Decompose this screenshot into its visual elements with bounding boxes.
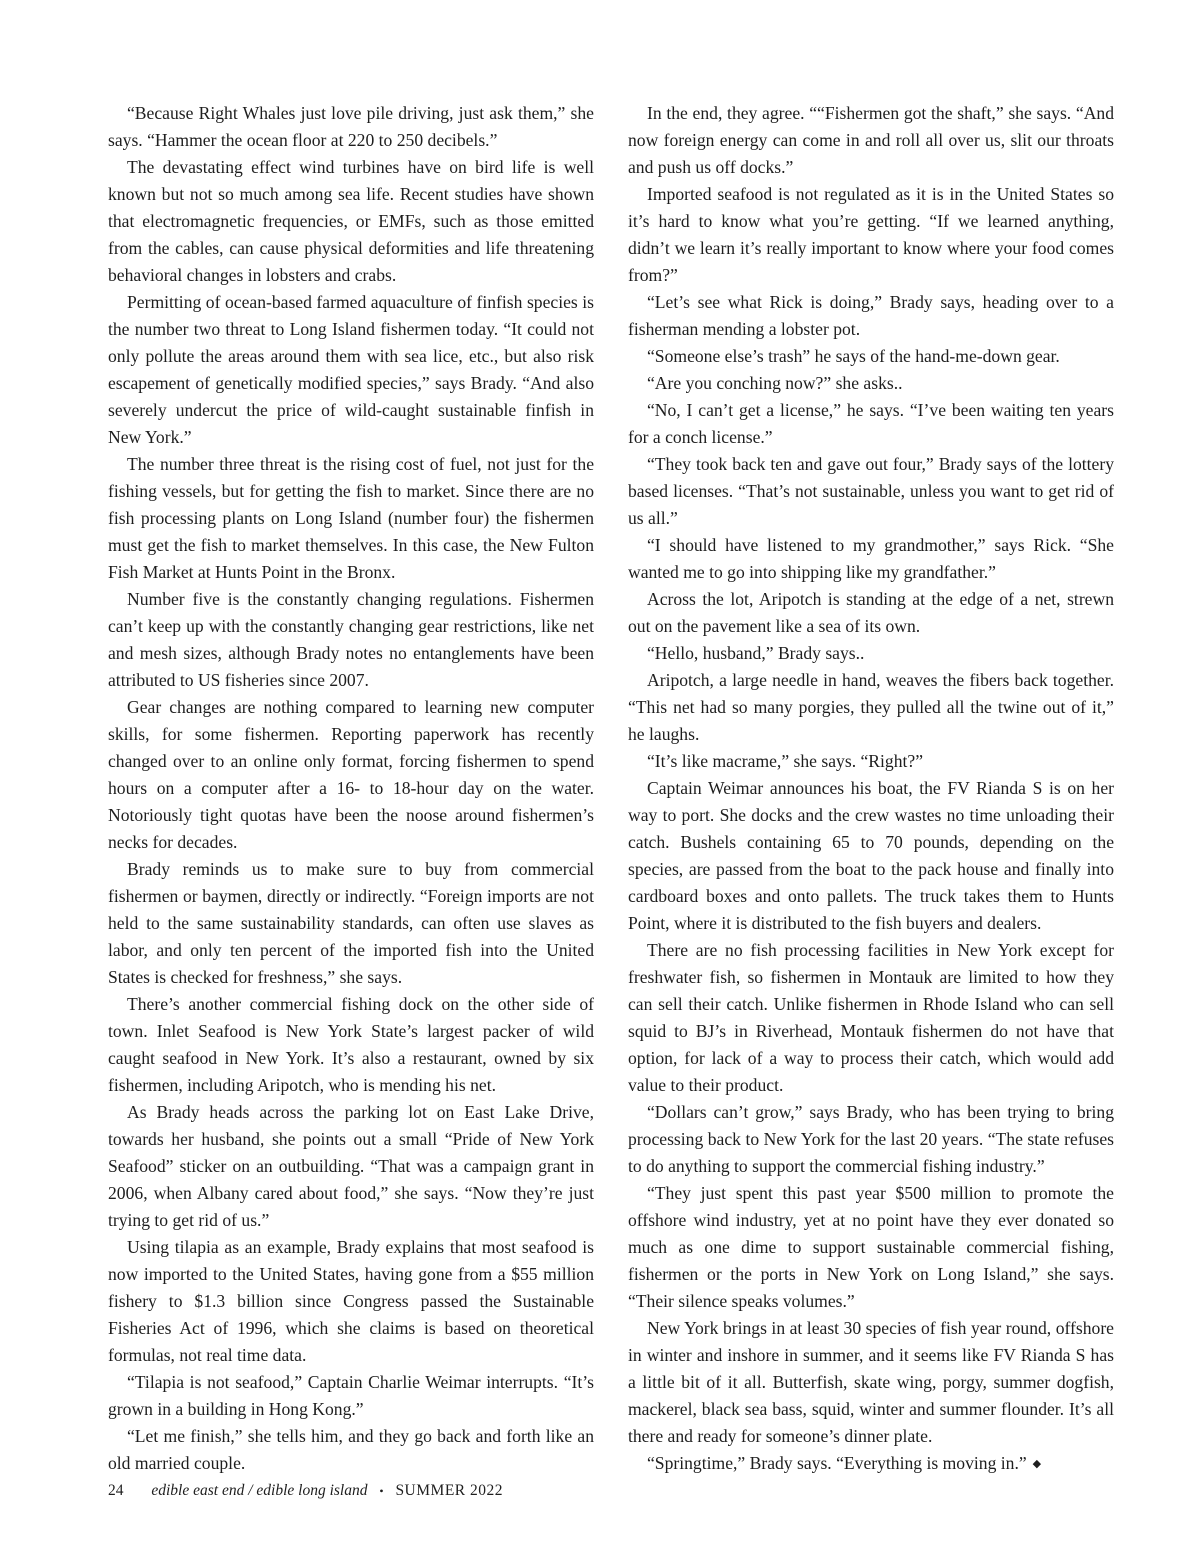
paragraph: “Tilapia is not seafood,” Captain Charlie Weimar interrupts. “It’s grown in a building in Hong Kong.” bbox=[108, 1372, 594, 1419]
issue-date: SUMMER 2022 bbox=[395, 1482, 503, 1499]
paragraph: Using tilapia as an example, Brady explains that most seafood is now imported to the United States, having gone from a $55 million fishery to $1.3 billion since Congress passed the Sustainable Fisheries Act of 1996, which she claims is based on theoretical formulas, not real time data. bbox=[108, 1237, 594, 1365]
paragraph: The number three threat is the rising cost of fuel, not just for the fishing vessels, but for getting the fish to market. Since there are no fish processing plants on Long Island (number four) the fishermen must get the fish to market themselves. In this case, the New Fulton Fish Market at Hunts Point in the Bronx. bbox=[108, 454, 594, 582]
paragraph: Across the lot, Aripotch is standing at the edge of a net, strewn out on the pavement like a sea of its own. bbox=[628, 589, 1114, 636]
paragraph: “Someone else’s trash” he says of the hand-me-down gear. bbox=[647, 346, 1060, 366]
paragraph: There’s another commercial fishing dock on the other side of town. Inlet Seafood is New York State’s largest packer of wild caught seafood in New York. It’s also a restaurant, owned by six fishermen, including Aripotch, who is mending his net. bbox=[108, 994, 594, 1095]
paragraph: There are no fish processing facilities in New York except for freshwater fish, so fishermen in Montauk are limited to how they can sell their catch. Unlike fishermen in Rhode Island who can sell squid to BJ’s in Riverhead, Montauk fishermen do not have that option, for lack of a way to process their catch, which would add value to their product. bbox=[628, 940, 1114, 1095]
paragraph: “Dollars can’t grow,” says Brady, who has been trying to bring processing back to New York for the last 20 years. “The state refuses to do anything to support the commercial fishing industry.” bbox=[628, 1102, 1114, 1176]
paragraph: Brady reminds us to make sure to buy from commercial fishermen or baymen, directly or indirectly. “Foreign imports are not held to the same sustainability standards, can often use slaves as labor, and only ten percent of the imported fish into the United States is checked for freshness,” she says. bbox=[108, 859, 594, 987]
paragraph: New York brings in at least 30 species of fish year round, offshore in winter and inshore in summer, and it seems like FV Rianda S has a little bit of it all. Butterfish, skate wing, porgy, summer dogfish, mackerel, black sea bass, squid, winter and summer flounder. It’s all there and ready for someone’s dinner plate. bbox=[628, 1318, 1114, 1446]
paragraph: The devastating effect wind turbines have on bird life is well known but not so much among sea life. Recent studies have shown that electromagnetic frequencies, or EMFs, such as those emitted from the cables, can cause physical deformities and life threatening behavioral changes in lobsters and crabs. bbox=[108, 157, 594, 285]
paragraph: Imported seafood is not regulated as it is in the United States so it’s hard to know what you’re getting. “If we learned anything, didn’t we learn it’s really important to know where your food comes from?” bbox=[628, 184, 1114, 285]
publication-name: edible east end / edible long island bbox=[151, 1482, 368, 1499]
paragraph: Permitting of ocean-based farmed aquaculture of finfish species is the number two threat to Long Island fishermen today. “It could not only pollute the areas around them with sea lice, etc., but also risk escapement of genetically modified species,” says Brady. “And also severely undercut the price of wild-caught sustainable finfish in New York.” bbox=[108, 292, 594, 447]
article-left-column bbox=[108, 100, 594, 1477]
paragraph: “Hello, husband,” Brady says.. bbox=[647, 643, 865, 663]
final-paragraph bbox=[628, 1450, 1114, 1478]
page-footer bbox=[108, 1482, 503, 1500]
paragraph: Aripotch, a large needle in hand, weaves the fibers back together. “This net had so many porgies, they pulled all the twine out of it,” he laughs. bbox=[628, 670, 1114, 744]
paragraph: Number five is the constantly changing regulations. Fishermen can’t keep up with the constantly changing gear restrictions, like net and mesh sizes, although Brady notes no entanglements have been attributed to US fisheries since 2007. bbox=[108, 589, 594, 690]
paragraph: “No, I can’t get a license,” he says. “I’ve been waiting ten years for a conch license.” bbox=[628, 400, 1114, 447]
paragraph: “They took back ten and gave out four,” Brady says of the lottery based licenses. “That’s not sustainable, unless you want to get rid of us all.” bbox=[628, 454, 1114, 528]
paragraph: Gear changes are nothing compared to learning new computer skills, for some fishermen. Reporting paperwork has recently changed over to an online only format, forcing fishermen to spend hours on a computer after a 16- to 18-hour day on the water. Notoriously tight quotas have been the noose around fishermen’s necks for decades. bbox=[108, 697, 594, 852]
paragraph: Captain Weimar announces his boat, the FV Rianda S is on her way to port. She docks and the crew wastes no time unloading their catch. Bushels containing 65 to 70 pounds, depending on the species, are passed from the boat to the pack house and finally into cardboard boxes and onto pallets. The truck takes them to Hunts Point, where it is distributed to the fish buyers and dealers. bbox=[628, 778, 1114, 933]
paragraph: In the end, they agree. ““Fishermen got the shaft,” she says. “And now foreign energy can come in and roll all over us, slit our throats and push us off docks.” bbox=[628, 103, 1114, 177]
paragraph: “I should have listened to my grandmother,” says Rick. “She wanted me to go into shipping like my grandfather.” bbox=[628, 535, 1114, 582]
end-mark-icon: ◆ bbox=[1032, 1458, 1042, 1470]
paragraph: “Are you conching now?” she asks.. bbox=[647, 373, 903, 393]
paragraph: “Let’s see what Rick is doing,” Brady says, heading over to a fisherman mending a lobster pot. bbox=[628, 292, 1114, 339]
paragraph: “They just spent this past year $500 million to promote the offshore wind industry, yet at no point have they ever donated so much as one dime to support sustainable commercial fishing, fishermen or the ports in New York on Long Island,” she says. “Their silence speaks volumes.” bbox=[628, 1183, 1114, 1311]
bullet-separator: • bbox=[379, 1484, 384, 1498]
page-number: 24 bbox=[108, 1482, 124, 1499]
article-right-column bbox=[628, 100, 1114, 1478]
paragraph: “It’s like macrame,” she says. “Right?” bbox=[647, 751, 924, 771]
paragraph: “Let me finish,” she tells him, and they go back and forth like an old married couple. bbox=[108, 1426, 594, 1473]
paragraph: “Because Right Whales just love pile driving, just ask them,” she says. “Hammer the ocean floor at 220 to 250 decibels.” bbox=[108, 103, 594, 150]
final-paragraph-text: “Springtime,” Brady says. “Everything is moving in.” bbox=[647, 1453, 1027, 1473]
paragraph: As Brady heads across the parking lot on East Lake Drive, towards her husband, she points out a small “Pride of New York Seafood” sticker on an outbuilding. “That was a campaign grant in 2006, when Albany cared about food,” she says. “Now they’re just trying to get rid of us.” bbox=[108, 1102, 594, 1230]
